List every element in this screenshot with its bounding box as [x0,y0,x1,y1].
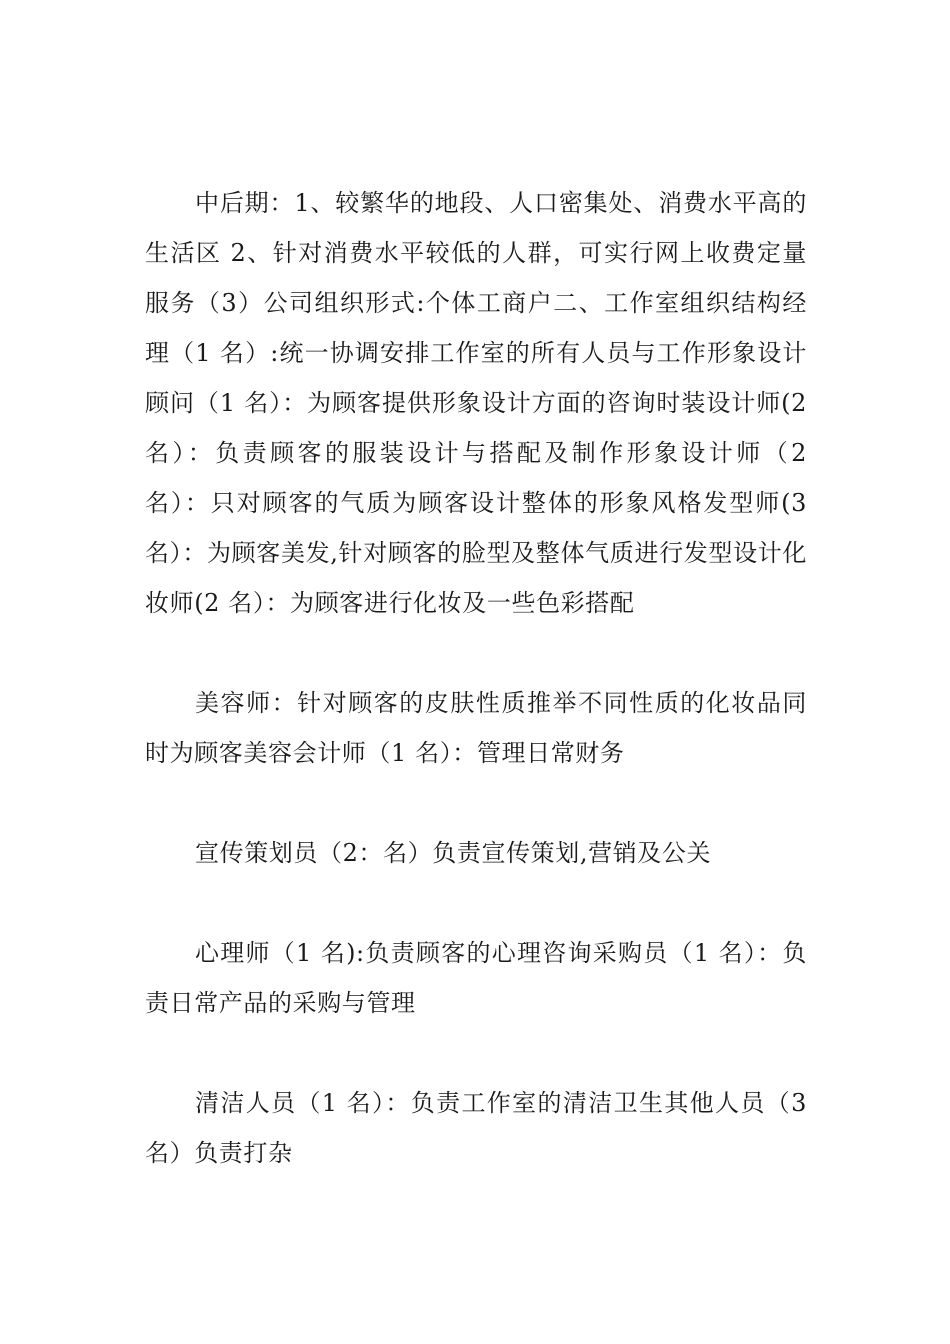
paragraph-later-stage-org: 中后期：1、较繁华的地段、人口密集处、消费水平高的生活区 2、针对消费水平较低的人群，可实行网上收费定量服务（3）公司组织形式:个体工商户二、工作室组织结构经理（1 名）:统一协调安排工作室的所有人员与工作形象设计顾问（1 名）：为顾客提供形象设计方面的咨询时装设计师(2 名）：负责顾客的服装设计与搭配及制作形象设计师（2 名）：只对顾客的气质为顾客设计整体的形象风格发型师(3 名）：为顾客美发,针对顾客的脸型及整体气质进行发型设计化妆师(2 名）：为顾客进行化妆及一些色彩搭配 [145,189,807,617]
paragraph-planner: 宣传策划员（2：名）负责宣传策划,营销及公关 [195,839,712,867]
paragraph-psychologist: 心理师（1 名):负责顾客的心理咨询采购员（1 名）：负责日常产品的采购与管理 [145,939,807,1017]
paragraph-cleaner: 清洁人员（1 名）：负责工作室的清洁卫生其他人员（3 名）负责打杂 [145,1089,807,1167]
document-body [145,178,807,1178]
paragraph-beautician: 美容师：针对顾客的皮肤性质推举不同性质的化妆品同时为顾客美容会计师（1 名）：管理日常财务 [145,689,807,767]
